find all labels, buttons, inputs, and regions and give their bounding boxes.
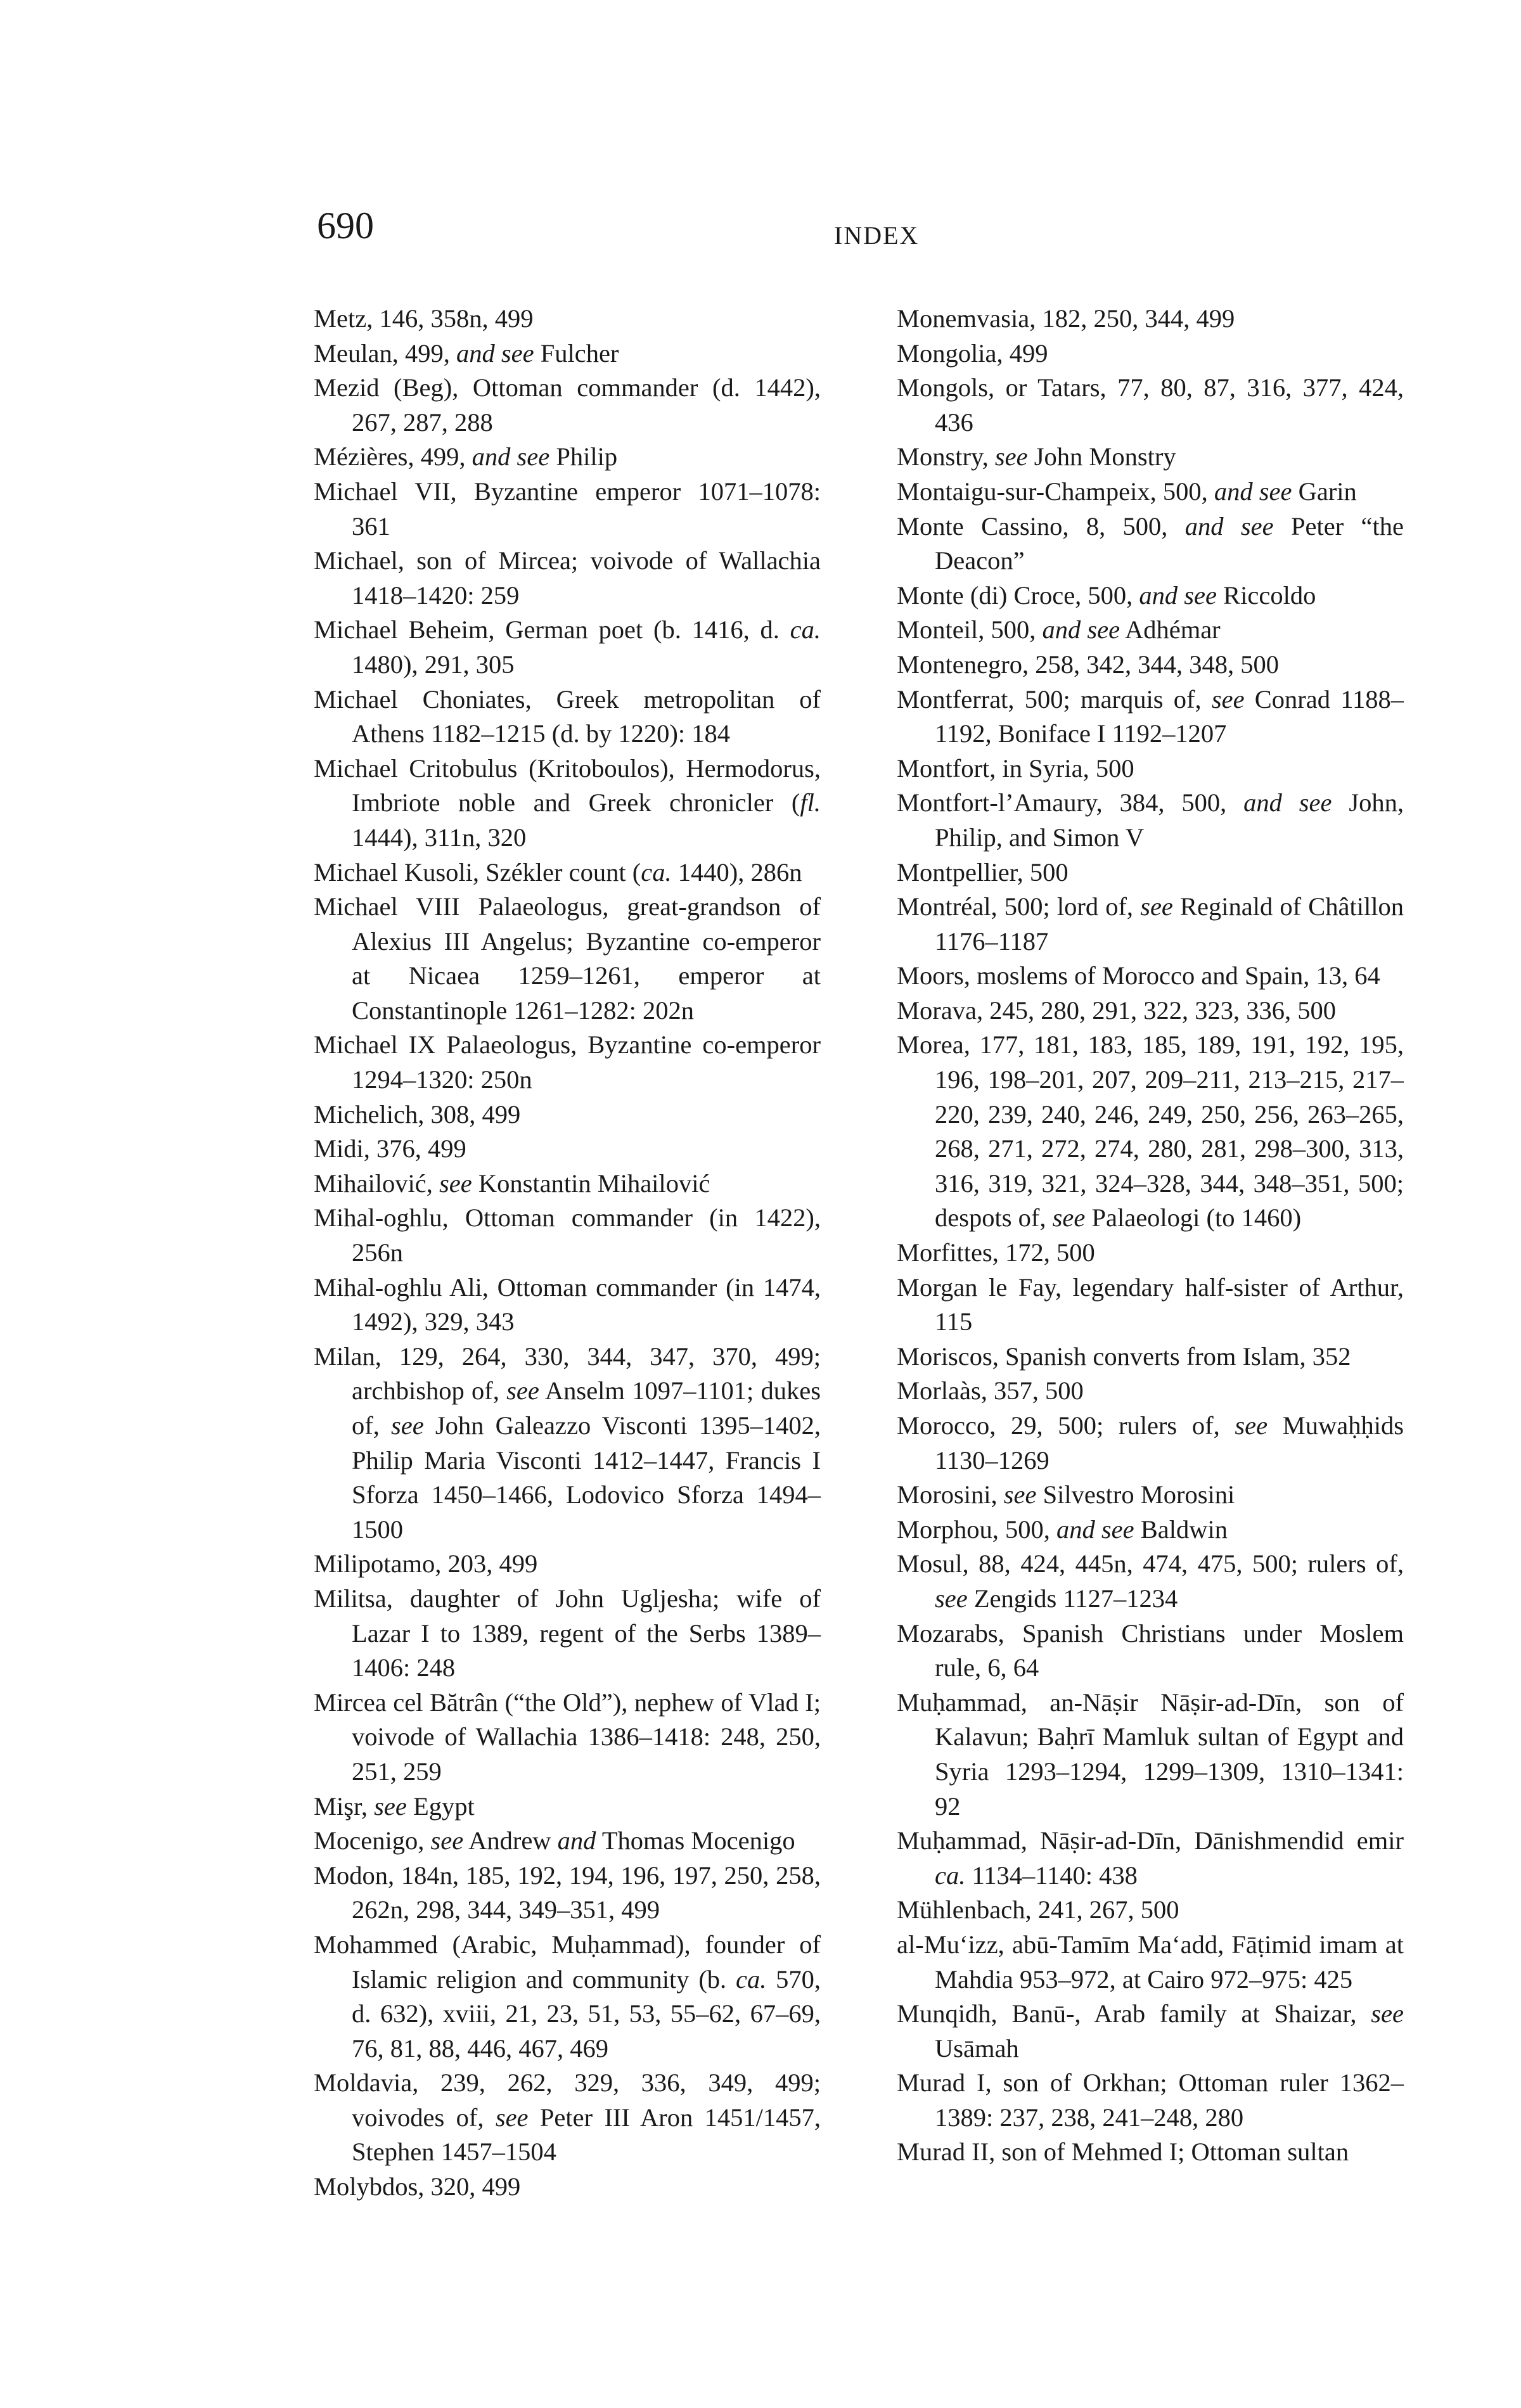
index-entry: Mişr, see Egypt (314, 1791, 475, 1821)
index-entry: Mongols, or Tatars, 77, 80, 87, 316, 377, 424, 436 (897, 373, 1404, 437)
page-number: 690 (317, 205, 374, 247)
index-entry: Mühlenbach, 241, 267, 500 (897, 1895, 1179, 1924)
index-entry: Muḥammad, Nāṣir-ad-Dīn, Dānishmendid emir ca. 1134–1140: 438 (897, 1826, 1404, 1890)
index-entry: Michael, son of Mircea; voivode of Wallachia 1418–1420: 259 (314, 546, 821, 610)
index-entry: Montaigu-sur-Champeix, 500, and see Garin (897, 477, 1357, 506)
index-entry: Munqidh, Banū-, Arab family at Shaizar, see Usāmah (897, 1999, 1404, 2063)
index-entry: al-Mu‘izz, abū-Tamīm Ma‘add, Fāṭimid imam at Mahdia 953–972, at Cairo 972–975: 425 (897, 1930, 1404, 1994)
index-entry: Mihal-oghlu, Ottoman commander (in 1422), 256n (314, 1203, 821, 1267)
index-entry: Monte (di) Croce, 500, and see Riccoldo (897, 580, 1316, 610)
index-entry: Molybdos, 320, 499 (314, 2172, 521, 2201)
index-entry: Morfittes, 172, 500 (897, 1238, 1095, 1267)
index-entry: Michael Critobulus (Kritoboulos), Hermodorus, Imbriote noble and Greek chronicler (fl. 1444), 311n, 320 (314, 753, 821, 852)
index-entry: Michelich, 308, 499 (314, 1099, 521, 1129)
index-entry: Michael Kusoli, Székler count (ca. 1440), 286n (314, 857, 802, 887)
index-entry: Montpellier, 500 (897, 857, 1069, 887)
index-entry: Montfort, in Syria, 500 (897, 753, 1134, 783)
index-entry: Michael IX Palaeologus, Byzantine co-emperor 1294–1320: 250n (314, 1030, 821, 1094)
index-entry: Mihailović, see Konstantin Mihailović (314, 1169, 710, 1198)
index-entry: Michael VIII Palaeologus, great-grandson of Alexius III Angelus; Byzantine co-emperor at Nicaea 1259–1261, emperor at Constantinople 1261–1282: 202n (314, 892, 821, 1025)
index-entry: Mocenigo, see Andrew and Thomas Mocenigo (314, 1826, 795, 1855)
index-entry: Moriscos, Spanish converts from Islam, 352 (897, 1342, 1351, 1371)
index-entry: Montfort-l’Amaury, 384, 500, and see John, Philip, and Simon V (897, 788, 1404, 852)
index-entry: Morea, 177, 181, 183, 185, 189, 191, 192, 195, 196, 198–201, 207, 209–211, 213–215, 217–220, 239, 240, 246, 249, 250, 256, 263–265, 268, 271, 272, 274, 280, 281, 298–300, 313, 316, 319, 321, 324–328, 344, 348–351, 500; despots of, see Palaeologi (to 1460) (897, 1030, 1404, 1233)
index-entry: Milan, 129, 264, 330, 344, 347, 370, 499; archbishop of, see Anselm 1097–1101; dukes of, see John Galeazzo Visconti 1395–1402, Philip Maria Visconti 1412–1447, Francis I Sforza 1450–1466, Lodovico Sforza 1494–1500 (314, 1342, 821, 1544)
index-entry: Midi, 376, 499 (314, 1134, 466, 1163)
index-entry: Muḥammad, an-Nāṣir Nāṣir-ad-Dīn, son of Kalavun; Baḥrī Mamluk sultan of Egypt and Syria 1293–1294, 1299–1309, 1310–1341: 92 (897, 1688, 1404, 1821)
index-column-right (897, 302, 1404, 2170)
index-entry: Modon, 184n, 185, 192, 194, 196, 197, 250, 258, 262n, 298, 344, 349–351, 499 (314, 1860, 821, 1924)
index-entry: Michael Choniates, Greek metropolitan of Athens 1182–1215 (d. by 1220): 184 (314, 684, 821, 748)
index-entry: Mihal-oghlu Ali, Ottoman commander (in 1474, 1492), 329, 343 (314, 1272, 821, 1336)
index-entry: Mircea cel Bătrân (“the Old”), nephew of Vlad I; voivode of Wallachia 1386–1418: 248, 250, 251, 259 (314, 1688, 821, 1786)
index-entry: Montenegro, 258, 342, 344, 348, 500 (897, 650, 1279, 679)
running-head: INDEX (834, 221, 920, 250)
index-entry: Mezid (Beg), Ottoman commander (d. 1442), 267, 287, 288 (314, 373, 821, 437)
index-entry: Mosul, 88, 424, 445n, 474, 475, 500; rulers of, see Zengids 1127–1234 (897, 1549, 1404, 1613)
index-entry: Mozarabs, Spanish Christians under Moslem rule, 6, 64 (897, 1618, 1404, 1682)
index-entry: Montferrat, 500; marquis of, see Conrad 1188–1192, Boniface I 1192–1207 (897, 684, 1404, 748)
index-entry: Moldavia, 239, 262, 329, 336, 349, 499; voivodes of, see Peter III Aron 1451/1457, Stephen 1457–1504 (314, 2068, 821, 2167)
index-entry: Michael VII, Byzantine emperor 1071–1078: 361 (314, 477, 821, 541)
index-entry: Morphou, 500, and see Baldwin (897, 1515, 1228, 1544)
index-entry: Mongolia, 499 (897, 338, 1048, 368)
index-entry: Monstry, see John Monstry (897, 442, 1176, 471)
index-entry: Militsa, daughter of John Ugljesha; wife of Lazar I to 1389, regent of the Serbs 1389–1406: 248 (314, 1584, 821, 1682)
index-entry: Mohammed (Arabic, Muḥammad), founder of Islamic religion and community (b. ca. 570, d. 632), xviii, 21, 23, 51, 53, 55–62, 67–69, 76, 81, 88, 446, 467, 469 (314, 1930, 821, 2063)
index-entry: Murad I, son of Orkhan; Ottoman ruler 1362–1389: 237, 238, 241–248, 280 (897, 2068, 1404, 2132)
index-entry: Monteil, 500, and see Adhémar (897, 615, 1221, 644)
index-entry: Monte Cassino, 8, 500, and see Peter “the Deacon” (897, 511, 1404, 575)
index-entry: Moors, moslems of Morocco and Spain, 13, 64 (897, 961, 1380, 990)
index-entry: Morlaàs, 357, 500 (897, 1376, 1084, 1406)
index-entry: Metz, 146, 358n, 499 (314, 304, 534, 333)
index-entry: Meulan, 499, and see Fulcher (314, 338, 619, 368)
index-entry: Michael Beheim, German poet (b. 1416, d. ca. 1480), 291, 305 (314, 615, 821, 679)
index-column-left (314, 302, 821, 2205)
index-entry: Murad II, son of Mehmed I; Ottoman sultan (897, 2137, 1349, 2167)
index-entry: Mézières, 499, and see Philip (314, 442, 618, 471)
index-entry: Morava, 245, 280, 291, 322, 323, 336, 500 (897, 996, 1336, 1025)
index-entry: Milipotamo, 203, 499 (314, 1549, 538, 1579)
index-entry: Morocco, 29, 500; rulers of, see Muwaḥḥids 1130–1269 (897, 1411, 1404, 1475)
index-entry: Morgan le Fay, legendary half-sister of Arthur, 115 (897, 1272, 1404, 1336)
index-entry: Morosini, see Silvestro Morosini (897, 1480, 1235, 1509)
index-entry: Montréal, 500; lord of, see Reginald of Châtillon 1176–1187 (897, 892, 1404, 956)
index-entry: Monemvasia, 182, 250, 344, 499 (897, 304, 1235, 333)
